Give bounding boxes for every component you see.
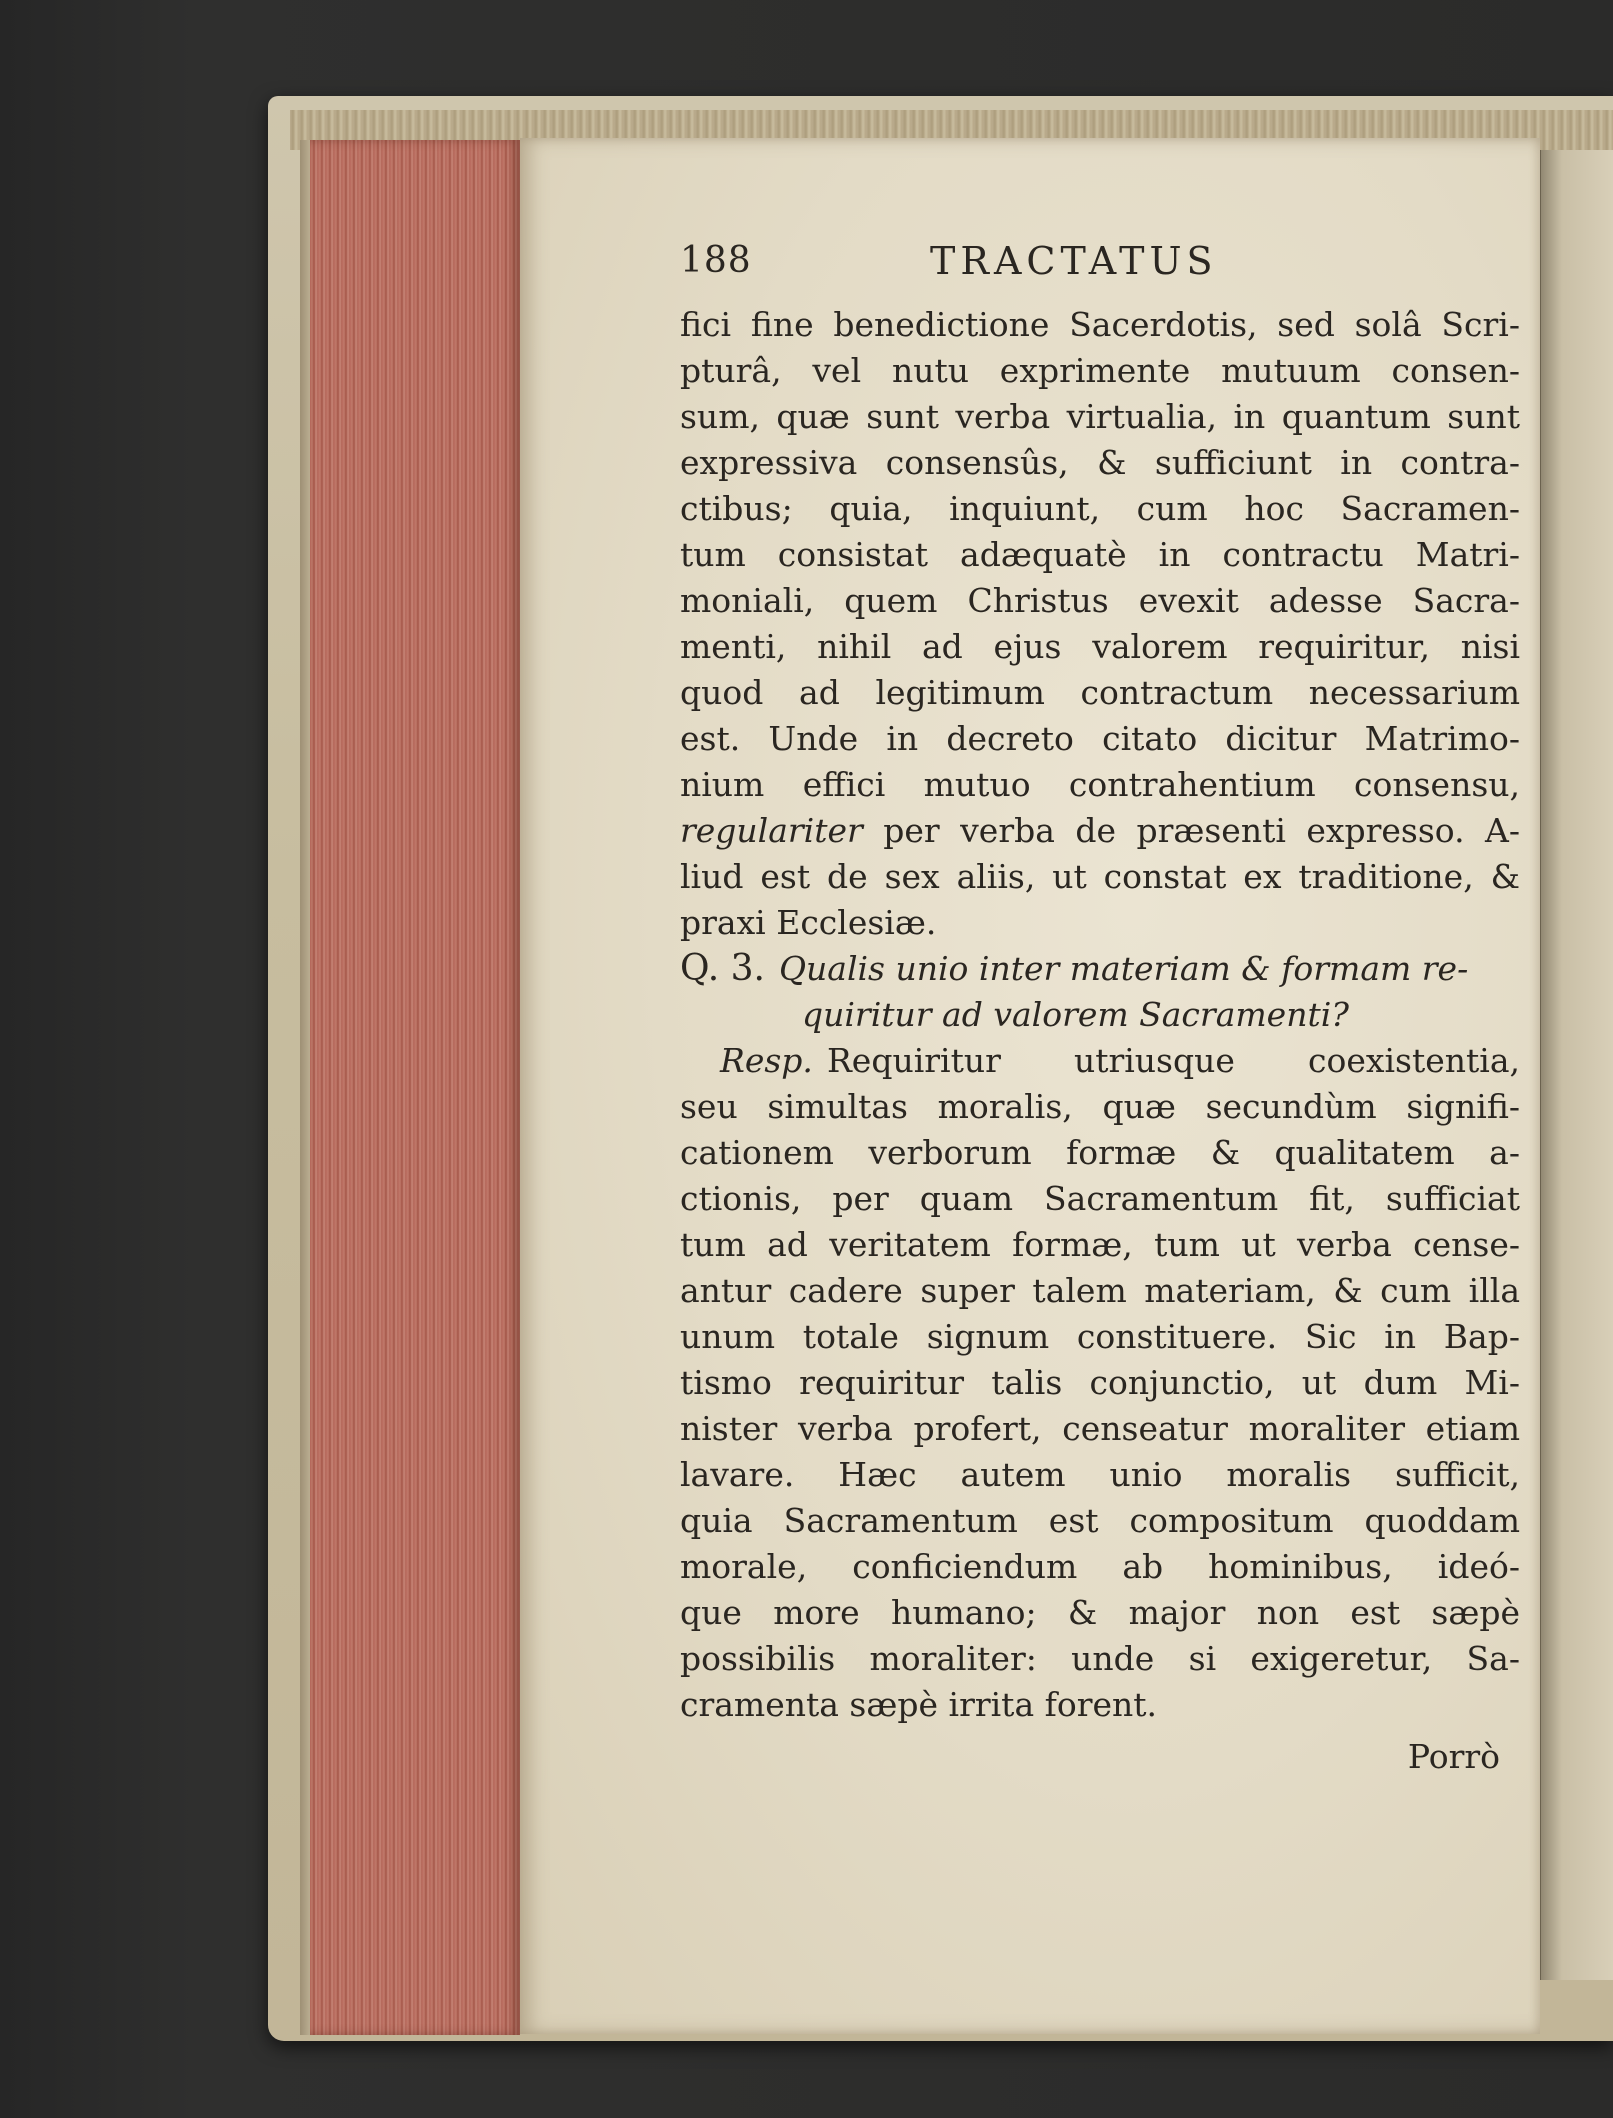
text-line: possibilis moraliter: unde si exigeretur, Sa- (680, 1639, 1520, 1678)
text-line: tum consistat adæquatè in contractu Matri- (680, 535, 1520, 574)
text-line: est. Unde in decreto citato dicitur Matrimo- (680, 719, 1520, 758)
text-line: fici fine benedictione Sacerdotis, sed solâ Scri- (680, 305, 1520, 344)
text-line: tismo requiritur talis conjunctio, ut dum Mi- (680, 1363, 1520, 1402)
text-line: quia Sacramentum est compositum quoddam (680, 1501, 1520, 1540)
question-3 (680, 946, 1520, 1038)
paragraph-1 (680, 302, 1520, 946)
facing-page-edge (1540, 150, 1613, 1980)
catchword: Porrò (1407, 1737, 1500, 1776)
text-line: cationem verborum formæ & qualitatem a- (680, 1133, 1520, 1172)
text-line: expressiva consensûs, & sufficiunt in contra- (680, 443, 1520, 482)
text-line: liud est de sex aliis, ut constat ex traditione, & (680, 857, 1520, 896)
text-line (680, 1038, 1520, 1084)
text-line: praxi Ecclesiæ. (680, 903, 937, 942)
text-line: antur cadere super talem materiam, & cum illa (680, 1271, 1520, 1310)
question-line: quiritur ad valorem Sacramenti? (802, 995, 1349, 1034)
text-line: unum totale signum constituere. Sic in Bap- (680, 1317, 1520, 1356)
text-line: moniali, quem Christus evexit adesse Sacra- (680, 581, 1520, 620)
text-line (680, 808, 1520, 854)
text-line: lavare. Hæc autem unio moralis sufficit, (680, 1455, 1520, 1494)
text-fragment: per verba de præsenti expresso. A- (862, 811, 1520, 850)
text-fragment: Requiritur utriusque coexistentia, (826, 1041, 1520, 1080)
text-line: seu simultas moralis, quæ secundùm signifi- (680, 1087, 1520, 1126)
page-number: 188 (680, 240, 752, 281)
question-label: Q. 3. (680, 948, 765, 989)
page-header (680, 238, 1520, 298)
italic-word: regulariter (680, 811, 863, 850)
text-line: menti, nihil ad ejus valorem requiritur, nisi (680, 627, 1520, 666)
text-line: ctionis, per quam Sacramentum fit, sufficiat (680, 1179, 1520, 1218)
text-line: quod ad legitimum contractum necessarium (680, 673, 1520, 712)
text-line: morale, conficiendum ab hominibus, ideó- (680, 1547, 1520, 1586)
question-text: Qualis unio inter materiam & formam re- (778, 949, 1469, 988)
running-title: TRACTATUS (930, 239, 1218, 283)
text-line: pturâ, vel nutu exprimente mutuum consen- (680, 351, 1520, 390)
text-line: tum ad veritatem formæ, tum ut verba cense- (680, 1225, 1520, 1264)
question-line (680, 946, 1520, 992)
text-line: nium effici mutuo contrahentium consensu, (680, 765, 1520, 804)
text-line: cramenta sæpè irrita forent. (680, 1685, 1158, 1724)
text-line: sum, quæ sunt verba virtualia, in quantum sunt (680, 397, 1520, 436)
paragraph-response (680, 1038, 1520, 1728)
page-text (680, 238, 1520, 1780)
page-fore-edges (310, 140, 520, 2035)
text-line: que more humano; & major non est sæpè (680, 1593, 1520, 1632)
response-label: Resp. (720, 1041, 813, 1080)
text-line: nister verba profert, censeatur moraliter etiam (680, 1409, 1520, 1448)
text-line: ctibus; quia, inquiunt, cum hoc Sacramen- (680, 489, 1520, 528)
